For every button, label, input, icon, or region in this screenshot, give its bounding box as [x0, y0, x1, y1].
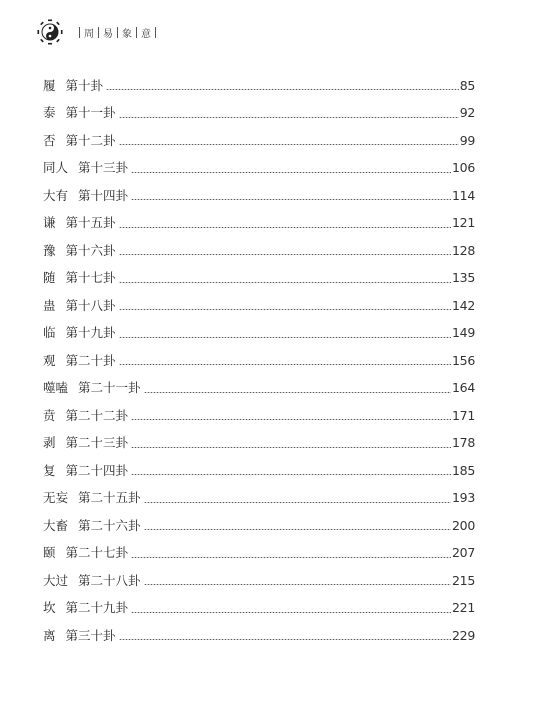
dot-leader	[119, 639, 452, 640]
dot-leader	[106, 89, 459, 90]
toc-entry[interactable]	[43, 72, 475, 100]
toc-entry[interactable]	[43, 430, 475, 458]
toc-hexagram-number: 第二十五卦	[78, 490, 141, 505]
toc-page-number: 149	[452, 325, 475, 340]
title-divider	[155, 27, 156, 38]
title-divider	[136, 27, 137, 38]
toc-hexagram-number: 第十八卦	[65, 297, 116, 313]
toc-hexagram-number: 第十四卦	[78, 187, 129, 203]
toc-page-number: 215	[452, 572, 475, 588]
toc-hexagram-number: 第二十六卦	[78, 517, 141, 533]
dot-leader	[131, 474, 451, 475]
toc-hexagram-name: 观	[43, 352, 56, 368]
toc-hexagram-name: 履	[43, 77, 56, 93]
table-of-contents	[43, 72, 475, 650]
toc-page-number: 142	[452, 297, 475, 313]
dot-leader	[119, 309, 452, 310]
toc-page-number: 121	[452, 215, 475, 230]
title-divider	[79, 27, 80, 38]
toc-entry[interactable]	[43, 182, 475, 210]
toc-entry[interactable]	[43, 540, 475, 568]
taiji-bagua-icon	[37, 19, 63, 45]
toc-entry[interactable]	[43, 567, 475, 595]
toc-hexagram-name: 临	[43, 325, 56, 340]
toc-hexagram-name: 颐	[43, 545, 56, 560]
toc-hexagram-number: 第三十卦	[65, 627, 116, 643]
toc-hexagram-name: 随	[43, 270, 56, 285]
toc-page-number: 193	[452, 490, 475, 505]
dot-leader	[144, 502, 452, 503]
toc-entry[interactable]	[43, 237, 475, 265]
toc-entry[interactable]	[43, 622, 475, 650]
toc-hexagram-name: 噬嗑	[43, 380, 69, 395]
toc-hexagram-number: 第十五卦	[65, 215, 116, 230]
toc-hexagram-name: 谦	[43, 215, 56, 230]
toc-entry[interactable]	[43, 402, 475, 430]
toc-hexagram-number: 第二十九卦	[65, 600, 129, 615]
toc-page-number: 99	[459, 132, 475, 148]
toc-page-number: 164	[452, 380, 475, 395]
toc-hexagram-number: 第二十卦	[65, 352, 116, 368]
dot-leader	[119, 227, 452, 228]
toc-page-number: 128	[452, 242, 475, 258]
toc-page-number: 106	[452, 160, 475, 175]
toc-hexagram-number: 第二十一卦	[78, 380, 141, 395]
title-char: 易	[103, 28, 113, 40]
toc-hexagram-name: 大有	[43, 187, 69, 203]
dot-leader	[131, 447, 451, 448]
toc-hexagram-name: 同人	[43, 160, 69, 175]
toc-entry[interactable]	[43, 127, 475, 155]
toc-entry[interactable]	[43, 485, 475, 513]
toc-hexagram-number: 第十六卦	[65, 242, 116, 258]
toc-page-number: 221	[452, 600, 475, 615]
toc-hexagram-number: 第十二卦	[65, 132, 116, 148]
toc-hexagram-name: 离	[43, 627, 56, 643]
toc-entry[interactable]	[43, 457, 475, 485]
toc-hexagram-name: 贲	[43, 407, 56, 423]
toc-hexagram-number: 第二十八卦	[78, 572, 141, 588]
running-header	[37, 19, 160, 45]
dot-leader	[131, 557, 451, 558]
dot-leader	[131, 172, 451, 173]
toc-hexagram-name: 大过	[43, 572, 69, 588]
toc-entry[interactable]	[43, 292, 475, 320]
toc-page-number: 92	[459, 105, 475, 120]
toc-page-number: 135	[452, 270, 475, 285]
toc-page-number: 171	[452, 407, 475, 423]
dot-leader	[119, 337, 452, 338]
dot-leader	[144, 529, 452, 530]
dot-leader	[131, 419, 451, 420]
toc-entry[interactable]	[43, 320, 475, 348]
toc-hexagram-number: 第十九卦	[65, 325, 116, 340]
toc-entry[interactable]	[43, 155, 475, 183]
book-title	[75, 25, 160, 40]
toc-hexagram-name: 无妄	[43, 490, 69, 505]
toc-hexagram-name: 否	[43, 132, 56, 148]
dot-leader	[119, 144, 459, 145]
toc-hexagram-number: 第二十七卦	[65, 545, 129, 560]
title-char: 象	[122, 28, 132, 40]
dot-leader	[119, 117, 459, 118]
toc-hexagram-name: 大畜	[43, 517, 69, 533]
toc-page-number: 85	[459, 77, 475, 93]
toc-hexagram-number: 第十七卦	[65, 270, 116, 285]
toc-entry[interactable]	[43, 347, 475, 375]
title-char: 周	[84, 28, 94, 40]
dot-leader	[119, 364, 452, 365]
toc-hexagram-name: 坎	[43, 600, 56, 615]
dot-leader	[119, 254, 452, 255]
toc-hexagram-name: 泰	[43, 105, 56, 120]
toc-entry[interactable]	[43, 265, 475, 293]
toc-page-number: 114	[452, 187, 475, 203]
title-divider	[98, 27, 99, 38]
toc-hexagram-name: 复	[43, 462, 56, 478]
dot-leader	[119, 282, 452, 283]
title-divider	[117, 27, 118, 38]
toc-page-number: 229	[452, 627, 475, 643]
toc-page-number: 200	[452, 517, 475, 533]
dot-leader	[144, 392, 452, 393]
toc-entry[interactable]	[43, 512, 475, 540]
toc-entry[interactable]	[43, 375, 475, 403]
toc-entry[interactable]	[43, 210, 475, 238]
toc-hexagram-number: 第二十三卦	[65, 435, 129, 450]
toc-hexagram-name: 豫	[43, 242, 56, 258]
toc-page-number: 185	[452, 462, 475, 478]
dot-leader	[131, 612, 451, 613]
dot-leader	[144, 584, 452, 585]
toc-hexagram-number: 第二十四卦	[65, 462, 129, 478]
toc-hexagram-name: 蛊	[43, 297, 56, 313]
toc-hexagram-number: 第十一卦	[65, 105, 116, 120]
toc-hexagram-name: 剥	[43, 435, 56, 450]
toc-hexagram-number: 第十三卦	[78, 160, 129, 175]
toc-entry[interactable]	[43, 595, 475, 623]
title-char: 意	[141, 28, 151, 40]
toc-page-number: 207	[452, 545, 475, 560]
dot-leader	[131, 199, 451, 200]
toc-entry[interactable]	[43, 100, 475, 128]
toc-hexagram-number: 第十卦	[65, 77, 104, 93]
toc-hexagram-number: 第二十二卦	[65, 407, 129, 423]
toc-page-number: 156	[452, 352, 475, 368]
toc-page-number: 178	[452, 435, 475, 450]
